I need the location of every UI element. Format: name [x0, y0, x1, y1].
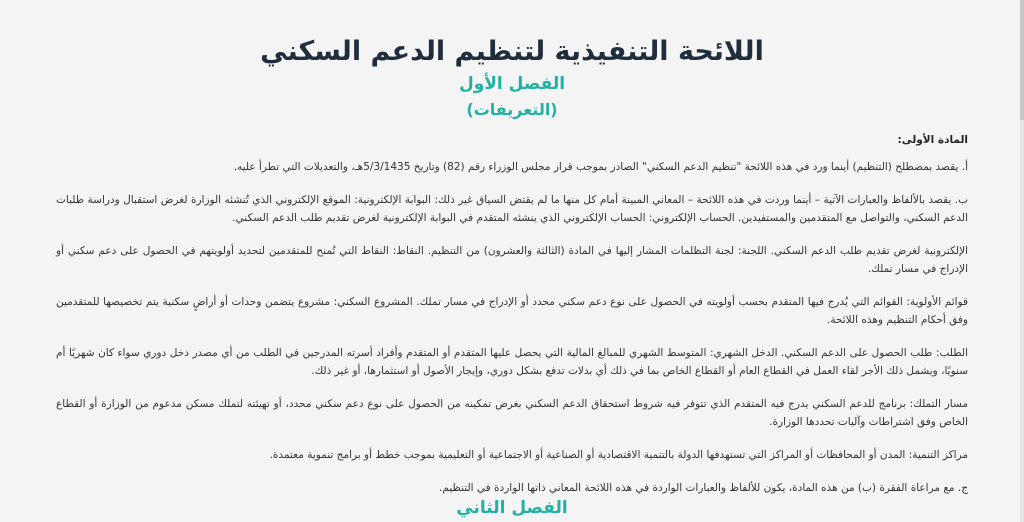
paragraph-definitions-2: قوائم الأولوية: القوائم التي يُدرج فيها المتقدم بحسب أولويته في الحصول على نوع دعم سكني محدد أو الإدراج في مسار تملك. المشروع السكني: مشروع يتضمن وحدات أو أراضٍ سكنية يتم تخصيصها للمتقدمين وفق أحكام التنظيم وهذه اللائحة. [56, 296, 968, 326]
page-title: اللائحة التنفيذية لتنظيم الدعم السكني [260, 36, 764, 67]
paragraph-definitions-5: مراكز التنمية: المدن أو المحافظات أو المراكز التي تستهدفها الدولة بالتنمية الاقتصادية أو الصناعية أو الاجتماعية أو التعليمية بموجب خطط أو برامج تنموية معتمدة. [269, 449, 968, 461]
chapter-one-heading: الفصل الأول [458, 74, 566, 94]
paragraph-a: أ. يقصد بمصطلح (التنظيم) أينما ورد في هذه اللائحة "تنظيم الدعم السكني" الصادر بموجب قرار مجلس الوزراء رقم (82) وتاريخ 5/3/1435هـ، والتعديلات التي تطرأ عليه. [233, 161, 968, 173]
chapter-one-subtitle: (التعريفات) [466, 100, 558, 119]
article-one-title: المادة الأولى: [897, 134, 968, 146]
page-scrollbar[interactable] [1020, 0, 1024, 522]
document-content [56, 0, 968, 518]
paragraph-c: ج. مع مراعاة الفقرة (ب) من هذه المادة، يكون للألفاظ والعبارات الواردة في هذه اللائحة المعاني ذاتها الواردة في التنظيم. [439, 482, 968, 494]
paragraph-definitions-4: مسار التملك: برنامج للدعم السكني يدرج فيه المتقدم الذي تتوفر فيه شروط استحقاق الدعم السكني بغرض تمكينه من الحصول على نوع دعم سكني محدد، أو تهيئته لتملك مسكن مدعوم من الوزارة أو القطاع الخاص وفق اشتراطات وآليات تحددها الوزارة. [56, 398, 968, 428]
paragraph-b: ب. يقصد بالألفاظ والعبارات الآتية – أينما وردت في هذه اللائحة – المعاني المبينة أمام كل منها ما لم يقتض السياق غير ذلك: البوابة الإلكترونية: الموقع الإلكتروني الذي تُنشئه الوزارة لغرض استقبال ودراسة طلبات الدعم السكني، والتواصل مع المتقدمين والمستفيدين. الحساب الإلكتروني: الحساب الإلكتروني الذي ينشئه المتقدم في البوابة الإلكترونية لغرض تقديم طلب الدعم السكني. [56, 194, 968, 224]
chapter-two-heading: الفصل الثاني [456, 498, 568, 518]
paragraph-definitions-3: الطلب: طلب الحصول على الدعم السكني. الدخل الشهري: المتوسط الشهري للمبالغ المالية التي يحصل عليها المتقدم أو المتقدم وأفراد أسرته المدرجين في الطلب من أي مصدر دخل دوري سواء كان شهريًا أم سنويًا، ويشمل ذلك الأجر لقاء العمل في القطاع العام أو القطاع الخاص بما في ذلك أي بدلات تدفع بشكل دوري، وإيجار الأصول أو استثمارها، أو غير ذلك. [56, 347, 968, 377]
paragraph-definitions-1: الإلكترونية لغرض تقديم طلب الدعم السكني. اللجنة: لجنة التظلمات المشار إليها في المادة (الثالثة والعشرون) من التنظيم. النقاط: النقاط التي تُمنح للمتقدمين لتحديد أولويتهم في الحصول على دعم سكني أو الإدراج في مسار تملك. [56, 245, 968, 275]
scrollbar-thumb[interactable] [1020, 0, 1024, 120]
